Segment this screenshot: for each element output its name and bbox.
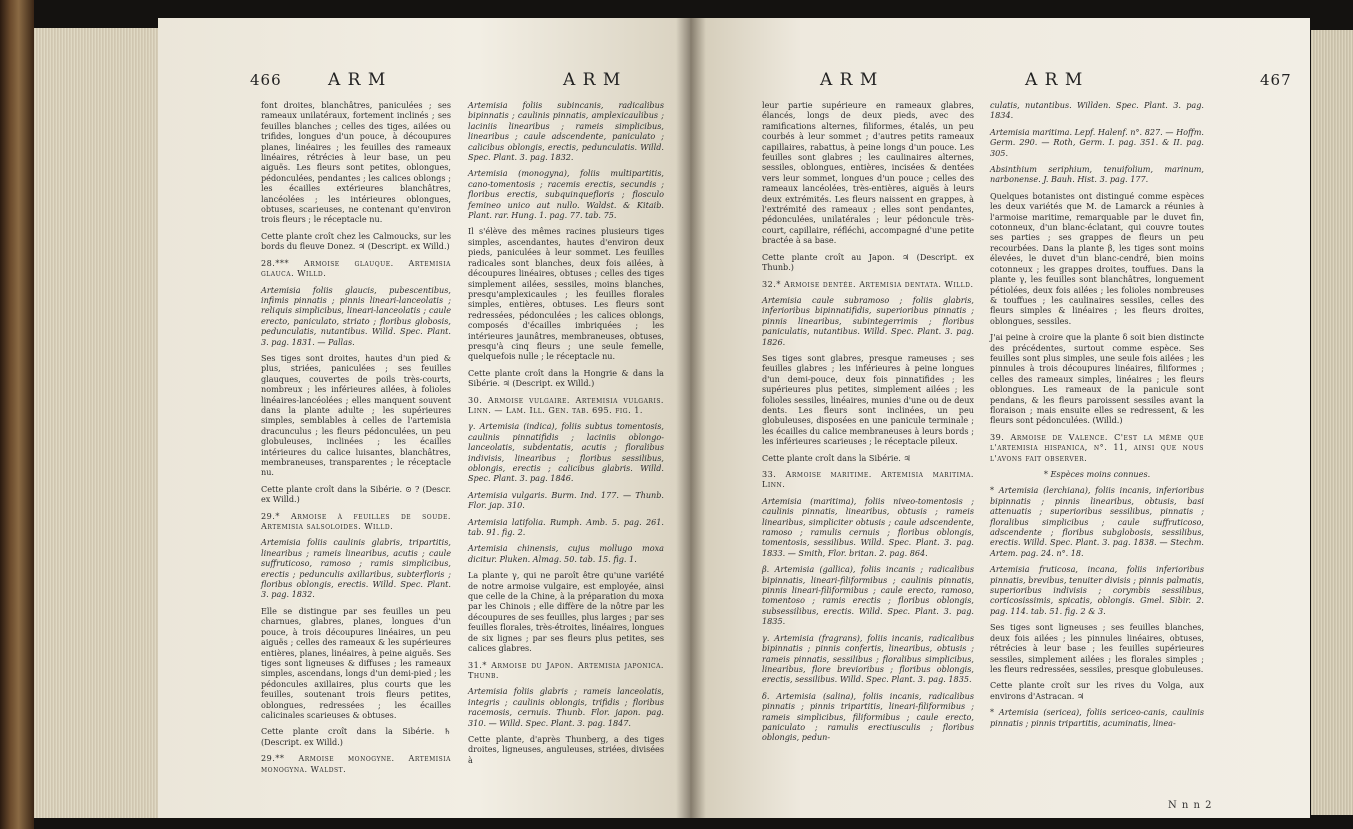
entry-heading: 28.*** Armoise glauque. Artemisia glauca. Willd. xyxy=(261,257,451,279)
latin-diagnosis: Artemisia (monogyna), foliis multipartitis, cano-tomentosis ; racemis erectis, secundis ; floribus erectis, subquinquefloris ; flosculo femineo unico aut nullo. Waldst. & Kitaib. Plant. rar. Hung. 1. pag. 77. tab. 75. xyxy=(468,168,664,221)
paragraph: J'ai peine à croire que la plante δ soit bien distincte des précédentes, surtout comme espèce. Ses feuilles sont plus simples, une seule fois ailées ; les pinnules à trois découpures linéaires, filiformes ; celles des rameaux simples, linéaires ; les fleurs oblongues. Les rameaux de la panicule sont pendans, & les fleurs paroissent sessiles avant la floraison ; mais ensuite elles se redressent, & les fleurs sont pédonculées. (Willd.) xyxy=(990,332,1204,426)
entry-heading: 29.** Armoise monogyne. Artemisia monogyna. Waldst. xyxy=(261,753,451,774)
variety-diagnosis: δ. Artemisia (salina), foliis incanis, radicalibus pinnatis ; pinnis tripartitis, lineari-filiformibus ; rameis simplicibus, filiformibus ; caule erecto, paniculato ; ramulis erectiusculis ; floribus oblongis, pedun- xyxy=(762,690,974,743)
synonym: Artemisia vulgaris. Burm. Ind. 177. — Thunb. Flor. jap. 310. xyxy=(468,489,664,511)
entry-heading: 33. Armoise maritime. Artemisia maritima. Linn. xyxy=(762,469,974,490)
paragraph: leur partie supérieure en rameaux glabres, élancés, longs de deux pieds, avec des ramifications alternes, filiformes, étalés, un peu courbés à leur sommet ; d'autres petits rameaux capillaires, rabattus, à peine longs d'un pouce. Les feuilles sont glabres ; les caulinaires alternes, sessiles, oblongues, entières, incisées & dentées vers leur sommet, longues d'un pouce ; celles des rameaux lancéolées, très-entières, aiguës à leurs deux extrémités. Les fleurs naissent en grappes, à l'extrémité des rameaux ; elles sont pendantes, pédonculées, unilatérales ; leur pédoncule très-court, capillaire, réfléchi, accompagné d'une petite bractée à sa base. xyxy=(762,100,974,246)
book-spine xyxy=(0,0,34,829)
latin-diagnosis: Artemisia foliis glabris ; rameis lanceolatis, integris ; caulinis oblongis, trifidis ; floribus racemosis, cernuis. Thunb. Flor. japon. pag. 310. — Willd. Spec. Plant. 3. pag. 1847. xyxy=(468,686,664,728)
paragraph: Cette plante croît dans la Sibérie. ⊙ ? (Descr. ex Willd.) xyxy=(261,483,451,505)
left-column-2 xyxy=(468,100,664,771)
paragraph: Ses tiges sont glabres, presque rameuses ; ses feuilles glabres ; les inférieures à peine longues d'un demi-pouce, deux fois pinnatifides ; les supérieures plus petites, simplement ailées ; les folioles sessiles, linéaires, munies d'une ou de deux dents. Les fleurs sont inclinées, un peu globuleuses, disposées en une panicule terminale ; les écailles du calice membraneuses à leurs bords ; les inférieures scarieuses ; le réceptacle pileux. xyxy=(762,352,974,447)
synonym: Artemisia maritima. Lepf. Halenf. n°. 827. — Hoffm. Germ. 290. — Roth, Germ. I. pag. 351. & II. pag. 305. xyxy=(990,126,1204,158)
left-running-head-2: A R M xyxy=(563,70,622,90)
latin-diagnosis: * Artemisia (lerchiana), foliis incanis, inferioribus bipinnatis ; pinnis linearibus, obtusis, basi attenuatis ; superioribus sessilibus, pinnatis ; floralibus simplicibus ; caule suffruticoso, adscendente ; floribus subglobosis, sessilibus, erectis. Willd. Spec. Plant. 3. pag. 1838. — Stechm. Artem. pag. 24. n°. 18. xyxy=(990,485,1204,558)
latin-diagnosis: Artemisia foliis subincanis, radicalibus bipinnatis ; caulinis pinnatis, amplexicaulibus ; laciniis linearibus ; rameis simplicibus, linearibus ; caule adscendente, paniculato ; calicibus oblongis, erectis, pedunculatis. Willd. Spec. Plant. 3. pag. 1832. xyxy=(468,100,664,163)
synonym: Absinthium seriphium, tenuifolium, marinum, narbonense. J. Bauh. Hist. 3. pag. 177. xyxy=(990,164,1204,185)
paragraph: font droites, blanchâtres, paniculées ; ses rameaux unilatéraux, fortement inclinés ; ses feuilles blanches ; celles des tiges, ailées ou trifides, longues d'un pouce, à découpures planes, linéaires ; les feuilles des rameaux linéaires, rétrécies à leur base, un peu aiguës. Les fleurs sont petites, oblongues, pédonculées, pendantes ; les calices oblongs ; les écailles extérieures blanchâtres, lancéolées ; les intérieures oblongues, obtuses, scarieuses, ne contenant qu'environ trois fleurs ; le réceptacle nu. xyxy=(261,100,451,225)
signature-mark: N n n 2 xyxy=(1168,800,1213,811)
latin-diagnosis: Artemisia caule subramoso ; foliis glabris, inferioribus bipinnatifidis, superioribus pinnatis ; pinnis linearibus, subintegerrimis ; floribus paniculatis, nutantibus. Willd. Spec. Plant. 3. pag. 1826. xyxy=(762,294,974,347)
section-heading: * Espèces moins connues. xyxy=(1043,469,1151,479)
paragraph: Cette plante croît chez les Calmoucks, sur les bords du fleuve Donez. ♃ (Descript. ex Willd.) xyxy=(261,230,451,252)
entry-heading: 30. Armoise vulgaire. Artemisia vulgaris. Linn. — Lam. Ill. Gen. tab. 695. fig. 1. xyxy=(468,394,664,415)
entry-heading: 29.* Armoise à feuilles de soude. Artemisia salsoloides. Willd. xyxy=(261,510,451,532)
paragraph: Cette plante croît dans la Hongrie & dans la Sibérie. ♃ (Descript. ex Willd.) xyxy=(468,367,664,389)
paragraph: Elle se distingue par ses feuilles un peu charnues, glabres, planes, longues d'un pouce, à trois découpures linéaires, un peu aiguës ; celles des rameaux & les supérieures entières, planes, linéaires, à peine aiguës. Ses tiges sont ligneuses & diffuses ; les rameaux simples, ascendans, longs d'un demi-pied ; les pédoncules axillaires, plus courts que les feuilles, soutenant trois fleurs petites, oblongues, redressées ; les écailles calicinales scarieuses & obtuses. xyxy=(261,605,451,720)
latin-diagnosis: γ. Artemisia (indica), foliis subtus tomentosis, caulinis pinnatifidis ; laciniis oblongo-lanceolatis, subdentatis, acutis ; floralibus indivisis, linearibus ; floribus sessilibus, oblongis, erectis ; calicibus glabris. Willd. Spec. Plant. 3. pag. 1846. xyxy=(468,421,664,484)
right-page-number: 467 xyxy=(1260,71,1292,89)
book-gutter xyxy=(676,18,706,818)
entry-heading: 31.* Armoise du Japon. Artemisia japonica. Thunb. xyxy=(468,659,664,680)
page-edges-right xyxy=(1311,30,1353,815)
synonym: Artemisia latifolia. Rumph. Amb. 5. pag. 261. tab. 91. fig. 2. xyxy=(468,516,664,538)
latin-diagnosis: Artemisia foliis caulinis glabris, tripartitis, linearibus ; rameis linearibus, acutis ; caule suffruticoso, ramoso ; ramis simplicibus, erectis ; pedunculis axillaribus, subterfloris ; floribus oblongis, erectis. Willd. Spec. Plant. 3. pag. 1832. xyxy=(261,537,451,600)
left-running-head-1: A R M xyxy=(328,70,387,90)
paragraph: Cette plante croît dans la Sibérie. ♃ xyxy=(762,452,911,463)
paragraph: Ses tiges sont droites, hautes d'un pied & plus, striées, paniculées ; ses feuilles glauques, couvertes de poils très-courts, nombreux ; les inférieures ailées, à folioles linéaires-lancéolées ; elles manquent souvent dans la plante adulte ; les supérieures simples, semblables à celles de l'artemisia dracunculus ; les fleurs pédonculées, un peu globuleuses, inclinées ; les écailles intérieures du calice luisantes, blanchâtres, membraneuses, transparentes ; le réceptacle nu. xyxy=(261,352,451,478)
entry-heading: 32.* Armoise dentée. Artemisia dentata. Willd. xyxy=(762,278,974,289)
paragraph: Cette plante croît au Japon. ♃ (Descript. ex Thunb.) xyxy=(762,251,974,273)
latin-diagnosis: * Artemisia (sericea), foliis sericeo-canis, caulinis pinnatis ; pinnis tripartitis, acuminatis, linea- xyxy=(990,707,1204,728)
paragraph: Cette plante, d'après Thunberg, a des tiges droites, ligneuses, anguleuses, striées, divisées à xyxy=(468,733,664,765)
paragraph: Cette plante croît sur les rives du Volga, aux environs d'Astracan. ♃ xyxy=(990,680,1204,701)
right-page xyxy=(690,18,1310,818)
right-running-head-2: A R M xyxy=(1025,70,1084,90)
left-page xyxy=(158,18,690,818)
page-edges-left xyxy=(34,28,164,818)
paragraph: Cette plante croît dans la Sibérie. ♄ (Descript. ex Willd.) xyxy=(261,726,451,747)
paragraph: La plante γ, qui ne paroît être qu'une variété de notre armoise vulgaire, est employée, ainsi que celle de la Chine, à la préparation du moxa par les Chinois ; elle diffère de la nôtre par les découpures de ses feuilles, plus larges ; par ses feuilles florales, très-étroites, linéaires, longues de six lignes ; par ses fleurs plus petites, ses calices glabres. xyxy=(468,570,665,654)
variety-diagnosis: γ. Artemisia (fragrans), foliis incanis, radicalibus bipinnatis ; pinnis confertis, linearibus, obtusis ; rameis pinnatis, sessilibus ; floralibus simplicibus, linearibus, flore brevioribus ; floribus oblongis, erectis, sessilibus. Willd. Spec. Plant. 3. pag. 1835. xyxy=(762,632,974,685)
synonym: Artemisia fruticosa, incana, foliis inferioribus pinnatis, brevibus, tenuiter divisis ; pinnis palmatis, superioribus indivisis ; corymbis sessilibus, corticosissimis, spicatis, oblongis. Gmel. Sibir. 2. pag. 114. tab. 51. fig. 2 & 3. xyxy=(990,564,1204,616)
latin-diagnosis: Artemisia foliis glaucis, pubescentibus, infimis pinnatis ; pinnis lineari-lanceolatis ; reliquis simplicibus, lineari-lanceolatis ; caule erecto, paniculato, striato ; floribus globosis, pedunculatis, nutantibus. Willd. Spec. Plant. 3. pag. 1831. — Pallas. xyxy=(261,284,451,347)
latin-diagnosis: Artemisia (maritima), foliis niveo-tomentosis ; caulinis pinnatis, linearibus, obtusis ; rameis linearibus, simpliciter obtusis ; caule adscendente, ramoso ; ramulis cernuis ; floribus oblongis, tomentosis, sessilibus. Willd. Spec. Plant. 3. pag. 1833. — Smith, Flor. britan. 2. pag. 864. xyxy=(762,495,974,558)
entry-heading: 39. Armoise de Valence. C'est la même que l'artemisia hispanica, n°. 11, ainsi que nous l'avons fait observer. xyxy=(990,431,1204,463)
right-running-head-1: A R M xyxy=(820,70,879,90)
left-column-1 xyxy=(261,100,451,780)
synonym: Artemisia chinensis, cujus mollugo moxa dicitur. Pluken. Almag. 50. tab. 15. fig. 1. xyxy=(468,543,664,564)
paragraph: culatis, nutantibus. Willden. Spec. Plant. 3. pag. 1834. xyxy=(990,100,1204,121)
right-column-2 xyxy=(990,100,1204,734)
right-column-1 xyxy=(762,100,974,749)
paragraph: Ses tiges sont ligneuses ; ses feuilles blanches, deux fois ailées ; les pinnules linéaires, obtuses, rétrécies à leur base ; les feuilles supérieures sessiles, simplement ailées ; les florales simples ; les fleurs redressées, sessiles, presque globuleuses. xyxy=(990,622,1204,674)
left-page-number: 466 xyxy=(250,71,282,89)
variety-diagnosis: β. Artemisia (gallica), foliis incanis ; radicalibus bipinnatis, lineari-filiformibus ; caulinis pinnatis, pinnis lineari-filiformibus ; caule erecto, ramoso, tomentoso ; ramis erectis ; floribus oblongis, subsessilibus, erectis. Willd. Spec. Plant. 3. pag. 1835. xyxy=(762,564,974,627)
paragraph: Quelques botanistes ont distingué comme espèces les deux variétés que M. de Lamarck a réunies à l'armoise maritime, remarquable par le duvet fin, cotonneux, d'un blanc-éclatant, qui couvre toutes ses parties ; ses grappes de fleurs un peu recourbées. Dans la plante β, les tiges sont moins élevées, le duvet d'un blanc-cendré, bien moins cotonneux ; les grappes droites, touffues. Dans la plante γ, les feuilles sont blanchâtres, longuement pétiolées, deux fois ailées ; les folioles nombreuses & touffues ; les caulinaires sessiles, celles des fleurs simples & linéaires ; les fleurs droites, oblongues, sessiles. xyxy=(990,190,1204,326)
paragraph: Il s'élève des mêmes racines plusieurs tiges simples, ascendantes, hautes d'environ deux pieds, paniculées à leur sommet. Les feuilles radicales sont blanches, deux fois ailées, à découpures linéaires, obtuses ; celles des tiges simplement ailées, sessiles, moins blanches, presqu'amplexicaules ; les feuilles florales simples, entières, obtuses. Les fleurs sont redressées, pédonculées ; les calices oblongs, composés d'écailles imbriquées ; les intérieures jaunâtres, membraneuses, obtuses, presqu'à cinq fleurs ; une seule femelle, quelquefois nulle ; le réceptacle nu. xyxy=(468,226,664,362)
